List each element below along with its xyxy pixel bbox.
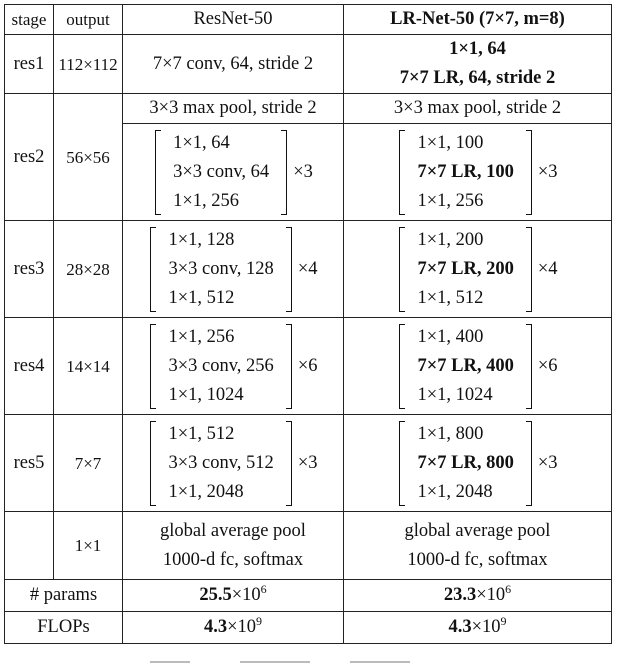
stage-cell: res1 [5,35,54,94]
resnet-cell [123,512,344,580]
flops-exponent: 9 [500,614,507,628]
stage-cell: res5 [5,415,54,512]
layer-line: 7×7 LR, 400 [417,355,514,376]
resnet-cell [123,415,344,512]
final-line: global average pool [404,520,551,541]
bracket-block [397,226,533,313]
layer-line: 1×1, 256 [168,326,235,347]
layer-line: 7×7 LR, 200 [417,258,514,279]
row-res1 [5,35,612,94]
repeat-count: ×4 [297,258,318,279]
row-res5 [5,415,612,512]
layer-line: 3×3 conv, 512 [168,452,274,473]
layer-line: 3×3 conv, 256 [168,355,274,376]
output-cell: 56×56 [54,94,123,221]
header-resnet: ResNet-50 [123,5,344,35]
bracket-block [153,129,289,216]
lrnet-cell [344,318,612,415]
layer-line: 1×1, 800 [417,423,484,444]
row-flops [5,612,612,644]
layer-line: 1×1, 512 [168,287,235,308]
resnet-cell [123,221,344,318]
lrnet-cell [344,35,612,94]
row-maxpool [5,94,612,124]
layer-line: 1×1, 2048 [417,481,493,502]
layer-line: 7×7 LR, 100 [417,161,514,182]
stage-cell: res2 [5,94,54,221]
repeat-count: ×6 [297,355,318,376]
architecture-table [4,4,612,644]
flops-label: FLOPs [5,612,123,644]
layer-line: 1×1, 64 [173,132,230,153]
lrnet-cell [344,221,612,318]
layer-line: 3×3 conv, 64 [173,161,270,182]
params-multiplier: ×10 [231,585,261,605]
layer-line: 3×3 conv, 128 [168,258,274,279]
output-cell: 112×112 [54,35,123,94]
bracket-block [148,420,293,507]
layer-line: 1×1, 1024 [417,384,493,405]
lrnet-cell [344,512,612,580]
lrnet-line: 7×7 LR, 64, stride 2 [399,68,556,88]
output-cell: 28×28 [54,221,123,318]
bracket-block [397,129,533,216]
layer-line: 1×1, 400 [417,326,484,347]
layer-line: 1×1, 2048 [168,481,244,502]
lrnet-params [344,580,612,612]
flops-multiplier: ×10 [227,617,257,637]
repeat-count: ×4 [537,258,558,279]
header-output: output [54,5,123,35]
row-final [5,512,612,580]
output-cell: 14×14 [54,318,123,415]
params-multiplier: ×10 [476,585,506,605]
repeat-count: ×3 [537,161,558,182]
output-cell: 1×1 [54,512,123,580]
flops-exponent: 9 [256,614,263,628]
resnet-maxpool: 3×3 max pool, stride 2 [123,94,344,124]
header-stage: stage [5,5,54,35]
final-line: 1000-d fc, softmax [407,549,548,570]
resnet-cell [123,124,344,221]
stage-cell: res3 [5,221,54,318]
repeat-count: ×6 [537,355,558,376]
layer-line: 7×7 LR, 800 [417,452,514,473]
lrnet-line: 1×1, 64 [449,39,506,59]
lrnet-maxpool: 3×3 max pool, stride 2 [344,94,612,124]
lrnet-cell [344,124,612,221]
bracket-block [148,226,293,313]
stage-cell [5,512,54,580]
stage-cell: res4 [5,318,54,415]
layer-line: 1×1, 200 [417,229,484,250]
bracket-block [148,323,293,410]
header-row [5,5,612,35]
cropped-caption-fragment [150,655,480,671]
layer-line: 1×1, 256 [173,190,240,211]
params-exponent: 6 [260,582,267,596]
flops-value: 4.3 [203,617,228,637]
final-line: global average pool [160,520,306,541]
flops-value: 4.3 [448,617,472,637]
layer-line: 1×1, 256 [417,190,484,211]
lrnet-flops [344,612,612,644]
bracket-block [397,323,533,410]
bracket-block [397,420,533,507]
params-label: # params [5,580,123,612]
params-value: 25.5 [199,585,232,605]
resnet-flops [123,612,344,644]
layer-line: 1×1, 512 [417,287,484,308]
row-res3 [5,221,612,318]
flops-multiplier: ×10 [471,617,501,637]
output-cell: 7×7 [54,415,123,512]
repeat-count: ×3 [293,161,313,182]
params-value: 23.3 [443,585,477,605]
resnet-cell [123,318,344,415]
repeat-count: ×3 [537,452,558,473]
header-lrnet: LR-Net-50 (7×7, m=8) [344,5,612,35]
resnet-cell: 7×7 conv, 64, stride 2 [123,35,344,94]
repeat-count: ×3 [297,452,318,473]
lrnet-cell [344,415,612,512]
final-line: 1000-d fc, softmax [162,549,304,570]
resnet-params [123,580,344,612]
layer-line: 1×1, 1024 [168,384,244,405]
row-params [5,580,612,612]
layer-line: 1×1, 128 [168,229,235,250]
row-res4 [5,318,612,415]
params-exponent: 6 [505,582,512,596]
layer-line: 1×1, 512 [168,423,235,444]
layer-line: 1×1, 100 [417,132,484,153]
